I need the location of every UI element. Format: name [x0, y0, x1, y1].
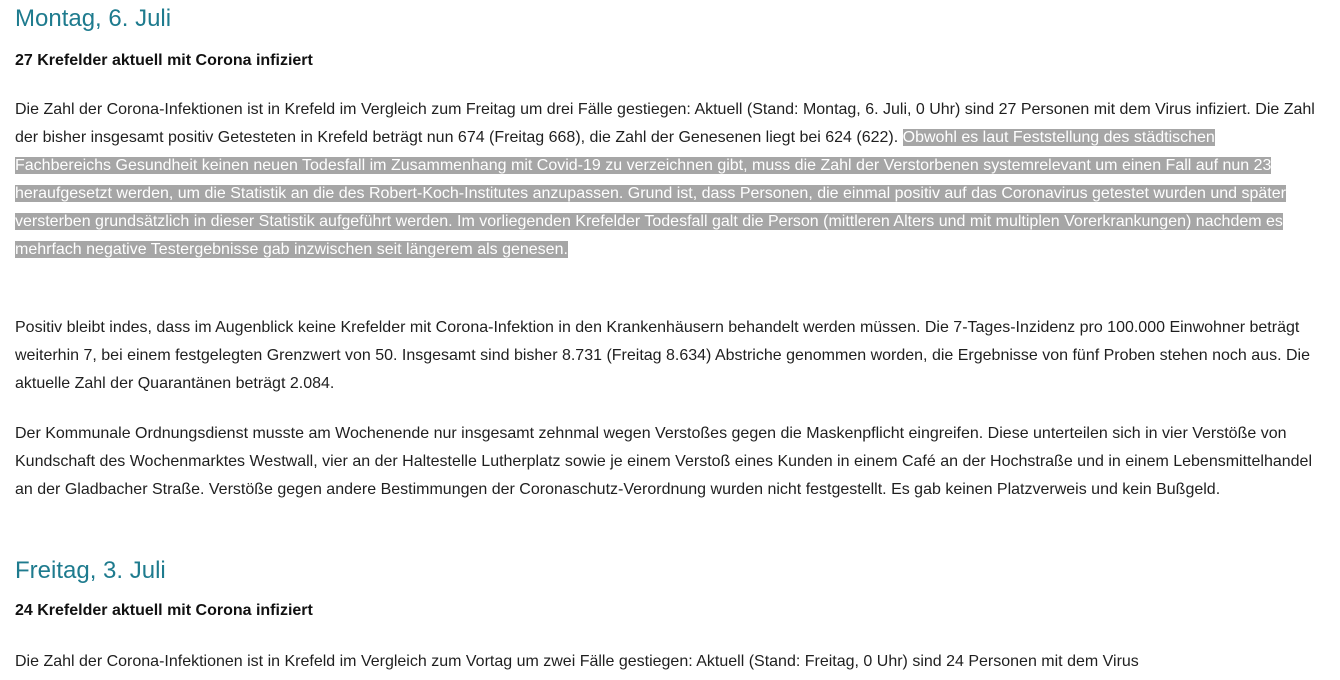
paragraph: Die Zahl der Corona-Infektionen ist in Krefeld im Vergleich zum Vortag um zwei Fälle gestiegen: Aktuell (Stand: Freitag, 0 Uhr) sind 24 Personen mit dem Virus [15, 653, 1139, 670]
date-heading: Freitag, 3. Juli [15, 557, 166, 584]
paragraph [15, 96, 1315, 264]
paragraph: Positiv bleibt indes, dass im Augenblick keine Krefelder mit Corona-Infektion in den Krankenhäusern behandelt werden müssen. Die 7-Tages-Inzidenz pro 100.000 Einwohner beträgt weiterhin 7, bei einem festgelegten Grenzwert von 50. Insgesamt sind bisher 8.731 (Freitag 8.634) Abstriche genommen worden, die Ergebnisse von fünf Proben stehen noch aus. Die aktuelle Zahl der Quarantänen beträgt 2.084. [15, 319, 1310, 392]
paragraph: Der Kommunale Ordnungsdienst musste am Wochenende nur insgesamt zehnmal wegen Verstoßes gegen die Maskenpflicht eingreifen. Diese unterteilen sich in vier Verstöße von Kundschaft des Wochenmarktes Westwall, vier an der Haltestelle Lutherplatz sowie je einem Verstoß eines Kunden in einem Café an der Hochstraße und in einem Lebensmittelhandel an der Gladbacher Straße. Verstöße gegen andere Bestimmungen der Coronaschutz-Verordnung wurden nicht festgestellt. Es gab keinen Platzverweis und kein Bußgeld. [15, 425, 1312, 498]
date-heading: Montag, 6. Juli [15, 5, 172, 32]
paragraph-text: Die Zahl der Corona-Infektionen ist in Krefeld im Vergleich zum Freitag um drei Fälle gestiegen: Aktuell (Stand: Montag, 6. Juli, 0 Uhr) sind 27 Personen mit dem Virus infiziert. Die Zahl der bisher insgesamt positiv Getesteten in Krefeld beträgt nun 674 (Freitag 668), die Zahl der Genesenen liegt bei 624 (622). [15, 101, 1315, 146]
news-headline: 24 Krefelder aktuell mit Corona infiziert [15, 602, 313, 619]
selected-text[interactable]: Obwohl es laut Feststellung des städtischen Fachbereichs Gesundheit keinen neuen Todesfall im Zusammenhang mit Covid-19 zu verzeichnen gibt, muss die Zahl der Verstorbenen systemrelevant um einen Fall auf nun 23 heraufgesetzt werden, um die Statistik an die des Robert-Koch-Institutes anzupassen. Grund ist, dass Personen, die einmal positiv auf das Coronavirus getestet wurden und später versterben grundsätzlich in dieser Statistik aufgeführt werden. Im vorliegenden Krefelder Todesfall galt die Person (mittleren Alters und mit multiplen Vorerkrankungen) nachdem es mehrfach negative Testergebnisse gab inzwischen seit längerem als genesen. [15, 129, 1286, 258]
news-headline: 27 Krefelder aktuell mit Corona infiziert [15, 52, 313, 69]
